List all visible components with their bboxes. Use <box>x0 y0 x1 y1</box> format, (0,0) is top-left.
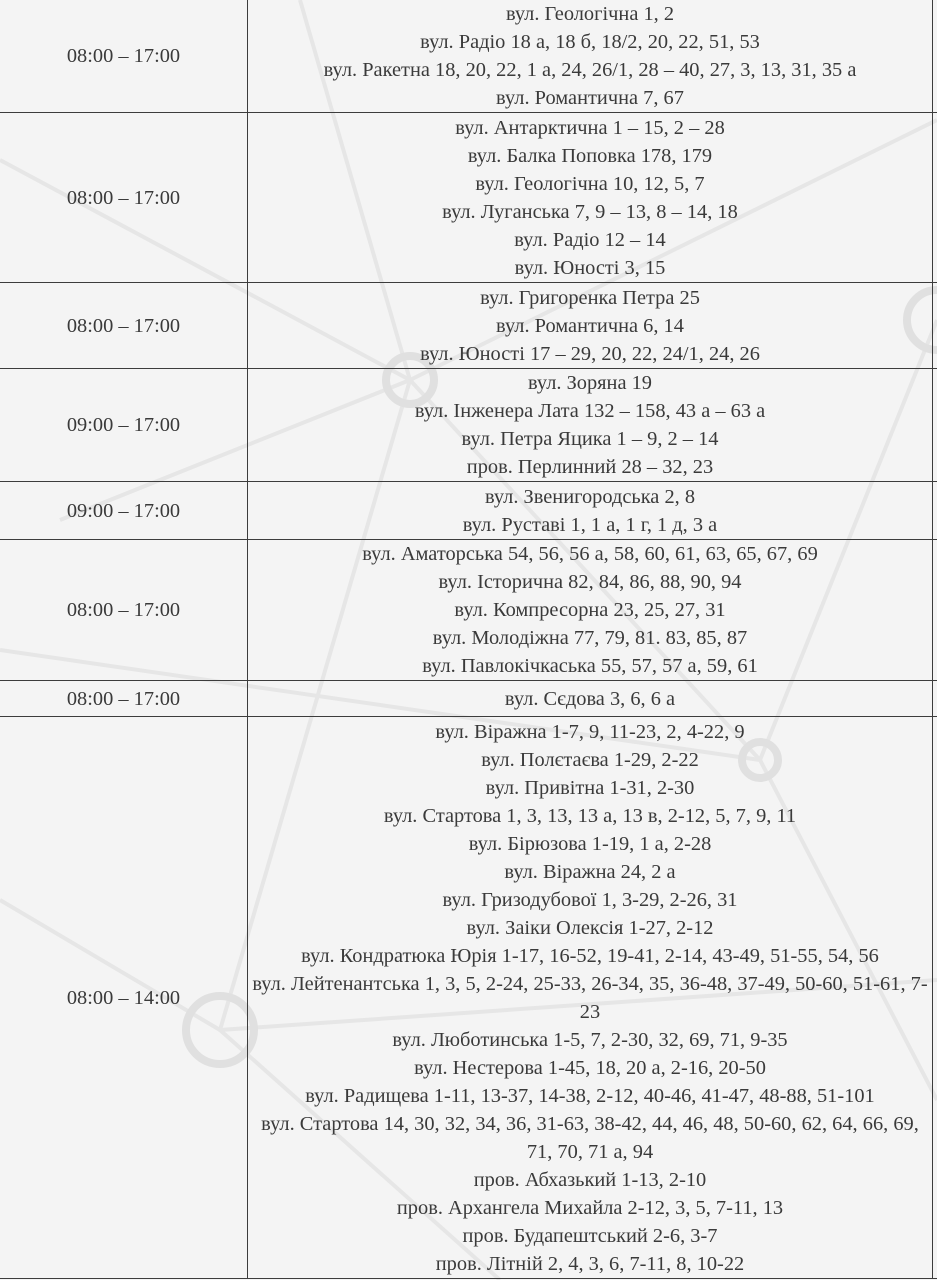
street-address-line: вул. Ракетна 18, 20, 22, 1 а, 24, 26/1, 28 – 40, 27, 3, 13, 31, 35 а <box>323 59 857 81</box>
street-address-line: вул. Кондратюка Юрія 1-17, 16-52, 19-41, 2-14, 43-49, 51-55, 54, 56 <box>301 944 879 967</box>
street-address-line: вул. Інженера Лата 132 – 158, 43 а – 63 а <box>414 400 766 422</box>
street-address-line: вул. Романтична 7, 67 <box>496 87 684 109</box>
schedule-row <box>0 0 937 113</box>
street-address-line: вул. Віражна 24, 2 а <box>504 860 676 883</box>
schedule-row <box>0 540 937 681</box>
street-address-line: вул. Юності 17 – 29, 20, 22, 24/1, 24, 26 <box>420 342 760 365</box>
street-address-line: пров. Літній 2, 4, 3, 6, 7-11, 8, 10-22 <box>435 1252 745 1275</box>
cropped-column-cell <box>933 283 937 369</box>
time-range-cell: 08:00 – 17:00 <box>0 283 248 369</box>
street-address-line: вул. Антарктична 1 – 15, 2 – 28 <box>455 116 725 139</box>
streets-cell <box>248 283 933 369</box>
schedule-row <box>0 681 937 717</box>
street-address-line: вул. Бірюзова 1-19, 1 а, 2-28 <box>468 832 712 855</box>
streets-cell <box>248 540 933 681</box>
schedule-row <box>0 717 937 1279</box>
streets-cell <box>248 369 933 482</box>
street-address-line: вул. Юності 3, 15 <box>514 256 666 279</box>
street-address-line: вул. Луганська 7, 9 – 13, 8 – 14, 18 <box>442 200 738 223</box>
streets-cell <box>248 717 933 1279</box>
streets-cell <box>248 113 933 283</box>
street-address-line: вул. Стартова 14, 30, 32, 34, 36, 31-63, 38-42, 44, 46, 48, 50-60, 62, 64, 66, 69, 71, 70, 71 а, 94 <box>261 1112 919 1163</box>
street-address-line: вул. Балка Поповка 178, 179 <box>467 144 713 167</box>
street-address-line: пров. Будапештський 2-6, 3-7 <box>462 1224 718 1247</box>
street-address-line: вул. Лейтенантська 1, 3, 5, 2-24, 25-33, 26-34, 35, 36-48, 37-49, 50-60, 51-61, 7-23 <box>252 972 928 1023</box>
street-address-line: вул. Руставі 1, 1 а, 1 г, 1 д, 3 а <box>462 513 718 536</box>
street-address-line: вул. Заіки Олексія 1-27, 2-12 <box>466 916 714 939</box>
time-range-cell: 08:00 – 17:00 <box>0 540 248 681</box>
time-range-cell: 09:00 – 17:00 <box>0 369 248 482</box>
time-range-cell: 08:00 – 17:00 <box>0 681 248 717</box>
time-range-cell: 08:00 – 17:00 <box>0 113 248 283</box>
schedule-row <box>0 369 937 482</box>
street-address-line: вул. Радищева 1-11, 13-37, 14-38, 2-12, 40-46, 41-47, 48-88, 51-101 <box>305 1084 875 1107</box>
street-address-line: вул. Молодіжна 77, 79, 81. 83, 85, 87 <box>432 627 748 649</box>
street-address-line: пров. Абхазький 1-13, 2-10 <box>473 1168 707 1191</box>
cropped-column-cell <box>933 540 937 681</box>
cropped-column-cell <box>933 113 937 283</box>
schedule-row <box>0 482 937 540</box>
cropped-column-cell <box>933 482 937 540</box>
street-address-line: вул. Павлокічкаська 55, 57, 57 а, 59, 61 <box>422 655 758 677</box>
street-address-line: вул. Сєдова 3, 6, 6 а <box>504 687 676 710</box>
street-address-line: вул. Віражна 1-7, 9, 11-23, 2, 4-22, 9 <box>435 720 745 743</box>
street-address-line: вул. Нестерова 1-45, 18, 20 а, 2-16, 20-50 <box>414 1056 766 1079</box>
street-address-line: вул. Звенигородська 2, 8 <box>484 485 696 508</box>
street-address-line: вул. Радіо 18 а, 18 б, 18/2, 20, 22, 51, 53 <box>420 31 760 53</box>
time-range-cell: 08:00 – 14:00 <box>0 717 248 1279</box>
cropped-column-cell <box>933 717 937 1279</box>
cropped-column-cell <box>933 369 937 482</box>
street-address-line: вул. Григоренка Петра 25 <box>480 286 700 309</box>
street-address-line: вул. Геологічна 10, 12, 5, 7 <box>475 172 705 195</box>
streets-cell <box>248 0 933 113</box>
schedule-row <box>0 283 937 369</box>
street-address-line: вул. Гризодубової 1, 3-29, 2-26, 31 <box>442 888 738 911</box>
street-address-line: пров. Перлинний 28 – 32, 23 <box>466 456 714 478</box>
streets-cell <box>248 681 933 717</box>
street-address-line: вул. Привітна 1-31, 2-30 <box>485 776 695 799</box>
street-address-line: вул. Петра Яцика 1 – 9, 2 – 14 <box>461 428 719 450</box>
cropped-column-cell <box>933 0 937 113</box>
street-address-line: вул. Історична 82, 84, 86, 88, 90, 94 <box>438 571 742 593</box>
streets-cell <box>248 482 933 540</box>
street-address-line: вул. Романтична 6, 14 <box>496 314 684 337</box>
street-address-line: вул. Люботинська 1-5, 7, 2-30, 32, 69, 71, 9-35 <box>392 1028 788 1051</box>
time-range-cell: 08:00 – 17:00 <box>0 0 248 113</box>
time-range-cell: 09:00 – 17:00 <box>0 482 248 540</box>
street-address-line: вул. Геологічна 1, 2 <box>505 3 675 25</box>
street-address-line: вул. Стартова 1, 3, 13, 13 а, 13 в, 2-12, 5, 7, 9, 11 <box>383 804 797 827</box>
street-address-line: вул. Радіо 12 – 14 <box>514 228 666 251</box>
cropped-column-cell <box>933 681 937 717</box>
street-address-line: вул. Полєтаєва 1-29, 2-22 <box>481 748 699 771</box>
street-address-line: пров. Архангела Михайла 2-12, 3, 5, 7-11, 13 <box>396 1196 784 1219</box>
street-address-line: вул. Зоряна 19 <box>527 372 653 394</box>
street-address-line: вул. Аматорська 54, 56, 56 а, 58, 60, 61, 63, 65, 67, 69 <box>362 543 818 565</box>
schedule-row <box>0 113 937 283</box>
street-address-line: вул. Компресорна 23, 25, 27, 31 <box>454 599 726 621</box>
